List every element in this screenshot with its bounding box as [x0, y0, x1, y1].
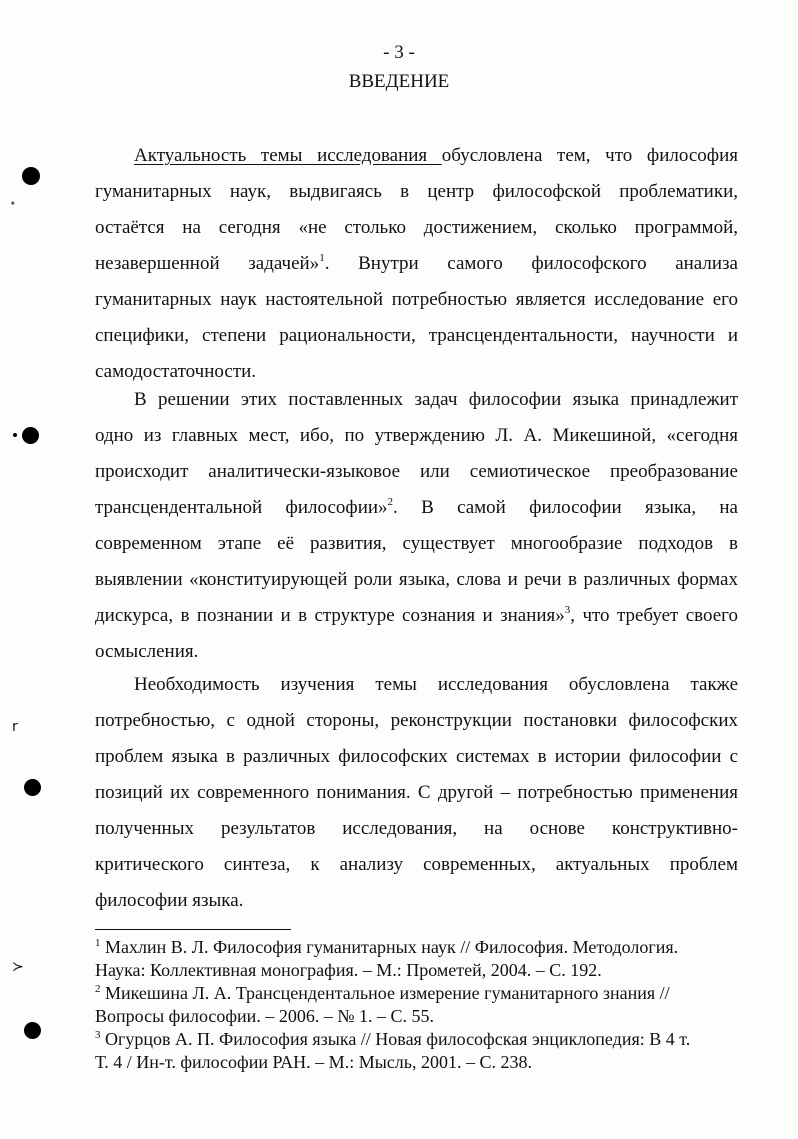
page-title: ВВЕДЕНИЕ: [348, 71, 450, 92]
paragraph-necessity: [95, 667, 738, 919]
text-line: позиций их современного понимания. С другой – потребностью применения: [95, 782, 738, 803]
scan-mark: ᐩ: [10, 199, 16, 215]
footnote-line: $^2$ Микешина Л. А. Трансцендентальное измерение гуманитарного знания //: [95, 983, 670, 1003]
text-line: трансцендентальной философии»$^2$. В самой философии языка, на: [95, 496, 738, 518]
scan-mark: r: [12, 719, 18, 735]
text-line: специфики, степени рациональности, трансцендентальности, научности и: [95, 325, 738, 346]
text-line: происходит аналитически-языковое или семиотическое преобразование: [95, 461, 738, 482]
underlined-phrase: Актуальность темы исследования: [134, 145, 442, 166]
text-line: гуманитарных наук, выдвигаясь в центр философской проблематики,: [95, 181, 738, 202]
binding-hole-mark: [24, 779, 41, 796]
text-line: осмысления.: [95, 641, 199, 662]
text-line: незавершенной задачей»$^1$. Внутри самого философского анализа: [95, 252, 738, 274]
scan-speck: [13, 433, 17, 437]
text-line: полученных результатов исследования, на основе конструктивно-: [95, 818, 738, 839]
text-line: одно из главных мест, ибо, по утверждению Л. А. Микешиной, «сегодня: [95, 425, 738, 446]
binding-hole-mark: [22, 167, 40, 185]
text-line: остаётся на сегодня «не столько достижением, сколько программой,: [95, 217, 738, 238]
text-line: Актуальность темы исследования обусловлена тем, что философия: [134, 145, 738, 166]
footnote-line: Вопросы философии. – 2006. – № 1. – С. 55.: [95, 1006, 434, 1026]
footnote-separator: [95, 929, 291, 930]
text-line: критического синтеза, к анализу современных, актуальных проблем: [95, 854, 738, 875]
scan-mark: ≻: [12, 959, 24, 975]
binding-hole-mark: [22, 427, 39, 444]
text-line: потребностью, с одной стороны, реконструкции постановки философских: [95, 710, 738, 731]
text-line: современном этапе её развития, существует многообразие подходов в: [95, 533, 738, 554]
text-line: В решении этих поставленных задач философии языка принадлежит: [134, 389, 738, 410]
footnote-line: Наука: Коллективная монография. – М.: Прометей, 2004. – С. 192.: [95, 960, 602, 980]
text-line: самодостаточности.: [95, 361, 257, 382]
text-line: проблем языка в различных философских системах в истории философии с: [95, 746, 738, 767]
paragraph-relevance: [95, 138, 738, 390]
binding-hole-mark: [24, 1022, 41, 1039]
footnote-line: $^1$ Махлин В. Л. Философия гуманитарных наук // Философия. Методология.: [95, 937, 679, 957]
text-line: выявлении «конституирующей роли языка, слова и речи в различных формах: [95, 569, 738, 590]
footnote-ref: 2: [387, 496, 394, 508]
text-line: гуманитарных наук настоятельной потребностью является исследование его: [95, 289, 738, 310]
footnote-ref: 3: [564, 604, 571, 616]
footnote-line: Т. 4 / Ин-т. философии РАН. – М.: Мысль, 2001. – С. 238.: [95, 1052, 532, 1072]
paragraph-philosophy-of-language: [95, 382, 738, 670]
text-line: философии языка.: [95, 890, 244, 911]
footnotes: [95, 936, 745, 1074]
page-number: - 3 -: [383, 42, 415, 63]
text-line: дискурса, в познании и в структуре сознания и знания»$^3$, что требует своего: [95, 604, 739, 626]
text-line: Необходимость изучения темы исследования обусловлена также: [134, 674, 738, 695]
footnote-ref: 1: [319, 252, 325, 264]
footnote-line: $^3$ Огурцов А. П. Философия языка // Новая философская энциклопедия: В 4 т.: [95, 1029, 691, 1049]
